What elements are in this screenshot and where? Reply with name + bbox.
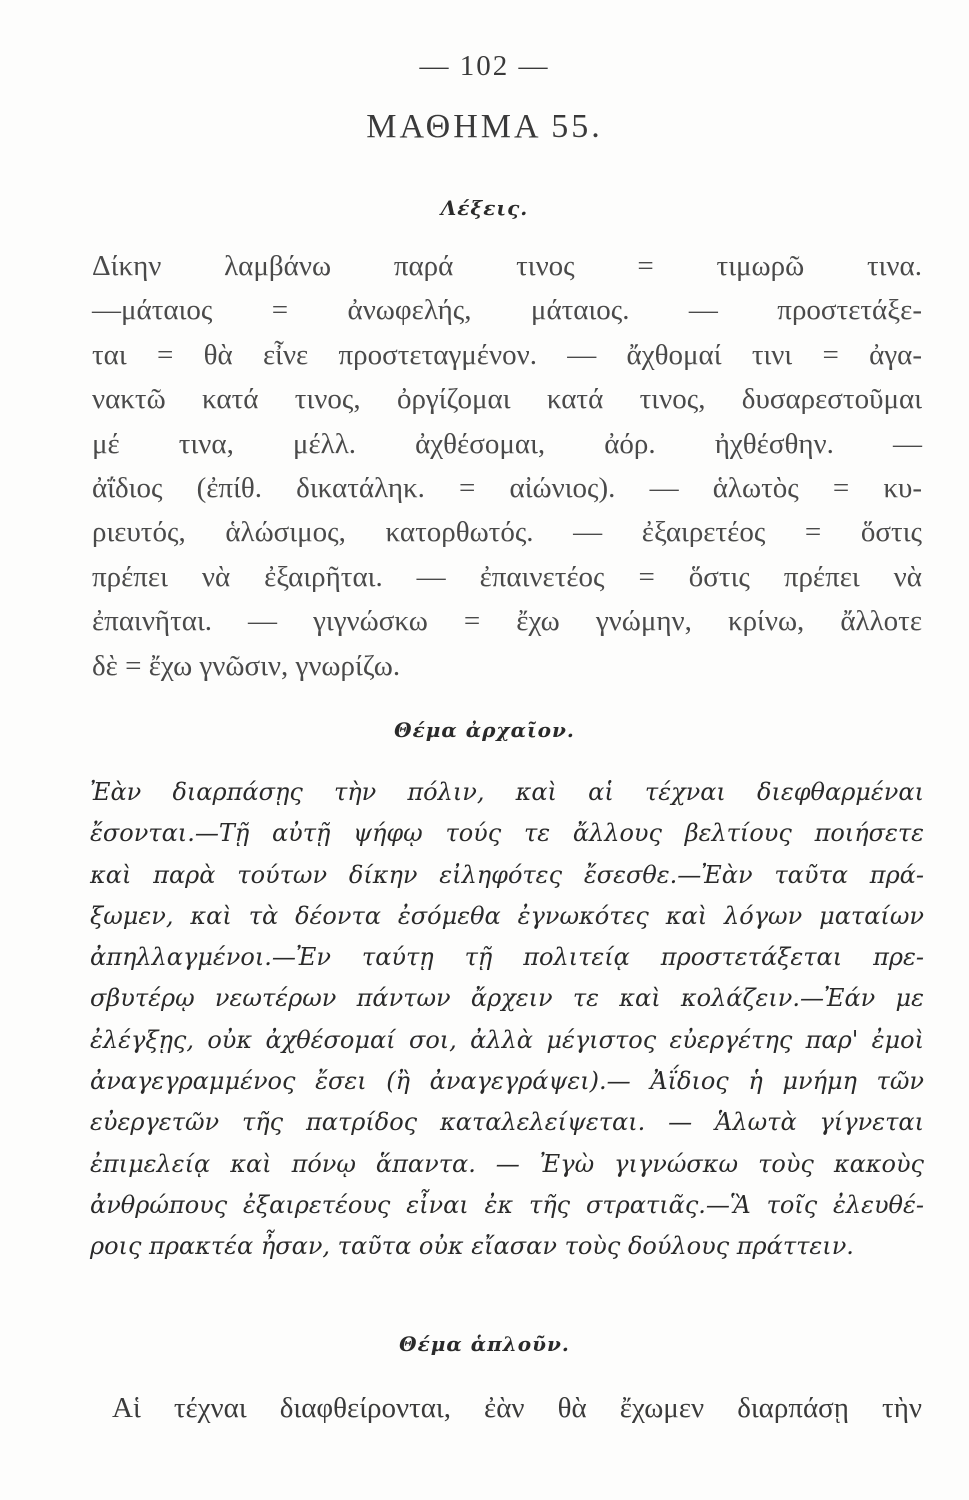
exercise-line: ἐλέγξῃς, οὐκ ἀχθέσομαί σοι, ἀλλὰ μέγιστος εὐεργέτης παρ' ἐμοὶ bbox=[90, 1025, 924, 1054]
ancient-exercise-paragraph bbox=[90, 772, 924, 1268]
vocabulary-paragraph bbox=[92, 244, 922, 688]
exercise-line: εὐεργετῶν τῆς πατρίδος καταλελείψεται. — Ἁλωτὰ γίγνεται bbox=[90, 1108, 924, 1137]
vocabulary-line: πρέπει νὰ ἐξαιρῆται. — ἐπαινετέος = ὅστις πρέπει νὰ bbox=[92, 560, 922, 593]
vocabulary-line: μέ τινα, μέλλ. ἀχθέσομαι, ἀόρ. ἠχθέσθην. — bbox=[92, 427, 922, 460]
ancient-exercise-heading: Θέμα ἀρχαῖον. bbox=[394, 718, 575, 742]
exercise-line: ροις πρακτέα ἦσαν, ταῦτα οὐκ εἴασαν τοὺς δούλους πράττειν. bbox=[90, 1232, 854, 1261]
exercise-line: ἐπιμελείᾳ καὶ πόνῳ ἅπαντα. — Ἐγὼ γιγνώσκω τοὺς κακοὺς bbox=[90, 1149, 924, 1178]
page-number: — 102 — bbox=[419, 50, 550, 82]
vocabulary-line: ριευτός, ἁλώσιμος, κατορθωτός. — ἐξαιρετέος = ὅστις bbox=[92, 516, 922, 549]
vocabulary-line: ἐπαινῆται. — γιγνώσκω = ἔχω γνώμην, κρίνω, ἄλλοτε bbox=[92, 605, 922, 638]
vocabulary-heading: Λέξεις. bbox=[440, 196, 529, 220]
exercise-line: Ἐὰν διαρπάσῃς τὴν πόλιν, καὶ αἱ τέχναι διεφθαρμέναι bbox=[90, 778, 924, 806]
exercise-line: Αἱ τέχναι διαφθείρονται, ἐὰν θὰ ἔχωμεν διαρπάσῃ τὴν bbox=[112, 1392, 922, 1424]
exercise-line: ξωμεν, καὶ τὰ δέοντα ἐσόμεθα ἐγνωκότες καὶ λόγων ματαίων bbox=[90, 901, 924, 930]
vocabulary-line: —μάταιος = ἀνωφελής, μάταιος. — προστετάξε- bbox=[92, 294, 922, 327]
exercise-line: καὶ παρὰ τούτων δίκην εἰληφότες ἔσεσθε.—Ἐὰν ταῦτα πρά- bbox=[90, 860, 924, 889]
vocabulary-line: Δίκην λαμβάνω παρά τινος = τιμωρῶ τινα. bbox=[92, 250, 922, 282]
exercise-line: ἔσονται.—Τῇ αὐτῇ ψήφῳ τούς τε ἄλλους βελτίους ποιήσετε bbox=[90, 819, 924, 848]
lesson-title: ΜΑΘΗΜΑ 55. bbox=[366, 108, 603, 145]
simple-exercise-paragraph bbox=[112, 1386, 922, 1430]
exercise-line: σβυτέρῳ νεωτέρων πάντων ἄρχειν τε καὶ κολάζειν.—Ἐάν με bbox=[90, 984, 924, 1013]
vocabulary-line: ἀΐδιος (ἐπίθ. δικατάληκ. = αἰώνιος). — ἁλωτὸς = κυ- bbox=[92, 472, 922, 505]
simple-exercise-heading: Θέμα ἁπλοῦν. bbox=[399, 1332, 570, 1356]
vocabulary-line: δὲ = ἔχω γνῶσιν, γνωρίζω. bbox=[92, 649, 401, 682]
vocabulary-line: ται = θὰ εἶνε προστεταγμένον. — ἄχθομαί τινι = ἀγα- bbox=[92, 338, 922, 371]
exercise-line: ἀνθρώπους ἐξαιρετέους εἶναι ἐκ τῆς στρατιᾶς.—Ἃ τοῖς ἐλευθέ- bbox=[90, 1190, 924, 1219]
exercise-line: ἀπηλλαγμένοι.—Ἐν ταύτῃ τῇ πολιτείᾳ προστετάξεται πρε- bbox=[90, 943, 924, 972]
vocabulary-line: νακτῶ κατά τινος, ὀργίζομαι κατά τινος, δυσαρεστοῦμαι bbox=[92, 383, 922, 416]
exercise-line: ἀναγεγραμμένος ἔσει (ἢ ἀναγεγράψει).— Ἀΐδιος ἡ μνήμη τῶν bbox=[90, 1067, 924, 1096]
